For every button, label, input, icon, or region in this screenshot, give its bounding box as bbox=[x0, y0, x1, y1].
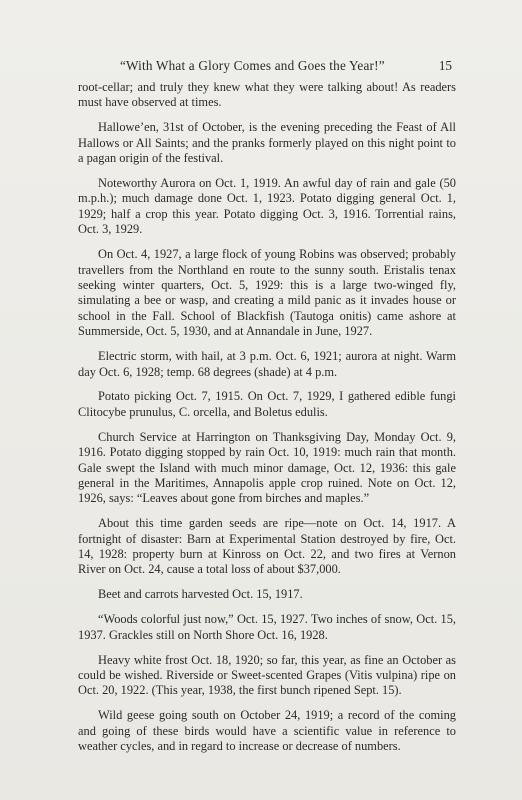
paragraph: Electric storm, with hail, at 3 p.m. Oct. 6, 1921; aurora at night. Warm day Oct. 6, 1928; temp. 68 degrees (shade) at 4 p.m. bbox=[78, 349, 456, 379]
paragraph: Noteworthy Aurora on Oct. 1, 1919. An awful day of rain and gale (50 m.p.h.); much damage done Oct. 1, 1923. Potato digging general Oct. 1, 1929; half a crop this year. Potato digging Oct. 3, 1916. Torrential rains, Oct. 3, 1929. bbox=[78, 176, 456, 237]
paragraph: On Oct. 4, 1927, a large flock of young Robins was observed; probably travellers from the Northland en route to the sunny south. Eristalis tenax seeking winter quarters, Oct. 5, 1929: this is a large two-winged fly, simulating a bee or wasp, and creating a mild panic as it invades house or school in the Fall. School of Blackfish (Tautoga onitis) came ashore at Summerside, Oct. 5, 1930, and at Annandale in June, 1927. bbox=[78, 247, 456, 339]
running-title: “With What a Glory Comes and Goes the Year!” bbox=[120, 58, 385, 73]
paragraph: Beet and carrots harvested Oct. 15, 1917. bbox=[98, 587, 303, 602]
paragraph: About this time garden seeds are ripe—note on Oct. 14, 1917. A fortnight of disaster: Barn at Experimental Station destroyed by fire, Oct. 14, 1928: property burn at Kinross on Oct. 22, and two fires at Vernon River on Oct. 24, cause a total loss of about $37,000. bbox=[78, 516, 456, 577]
paragraph: Hallowe’en, 31st of October, is the evening preceding the Feast of All Hallows or All Saints; and the pranks formerly played on this night point to a pagan origin of the festival. bbox=[78, 120, 456, 166]
paragraph: Potato picking Oct. 7, 1915. On Oct. 7, 1929, I gathered edible fungi Clitocybe prunulus, C. orcella, and Boletus edulis. bbox=[78, 389, 456, 419]
paragraph: Church Service at Harrington on Thanksgiving Day, Monday Oct. 9, 1916. Potato digging stopped by rain Oct. 10, 1919: much rain that month. Gale swept the Island with much minor damage, Oct. 12, 1936: this gale general in the Maritimes, Annapolis apple crop ruined. Note on Oct. 12, 1926, says: “Leaves about gone from birches and maples.” bbox=[78, 429, 456, 506]
running-head bbox=[0, 58, 522, 76]
paragraph: “Woods colorful just now,” Oct. 15, 1927. Two inches of snow, Oct. 15, 1937. Grackles still on North Shore Oct. 16, 1928. bbox=[78, 612, 456, 642]
paragraph: Heavy white frost Oct. 18, 1920; so far, this year, as fine an October as could be wished. Riverside or Sweet-scented Grapes (Vitis vulpina) ripe on Oct. 20, 1922. (This year, 1938, the first bunch ripened Sept. 15). bbox=[78, 652, 456, 698]
paragraph: root-cellar; and truly they knew what they were talking about! As readers must have observed at times. bbox=[78, 80, 456, 110]
page-body bbox=[78, 80, 456, 764]
paragraph: Wild geese going south on October 24, 1919; a record of the coming and going of these birds would have a scientific value in reference to weather cycles, and in regard to increase or decrease of numbers. bbox=[78, 708, 456, 754]
page-number: 15 bbox=[438, 58, 452, 73]
